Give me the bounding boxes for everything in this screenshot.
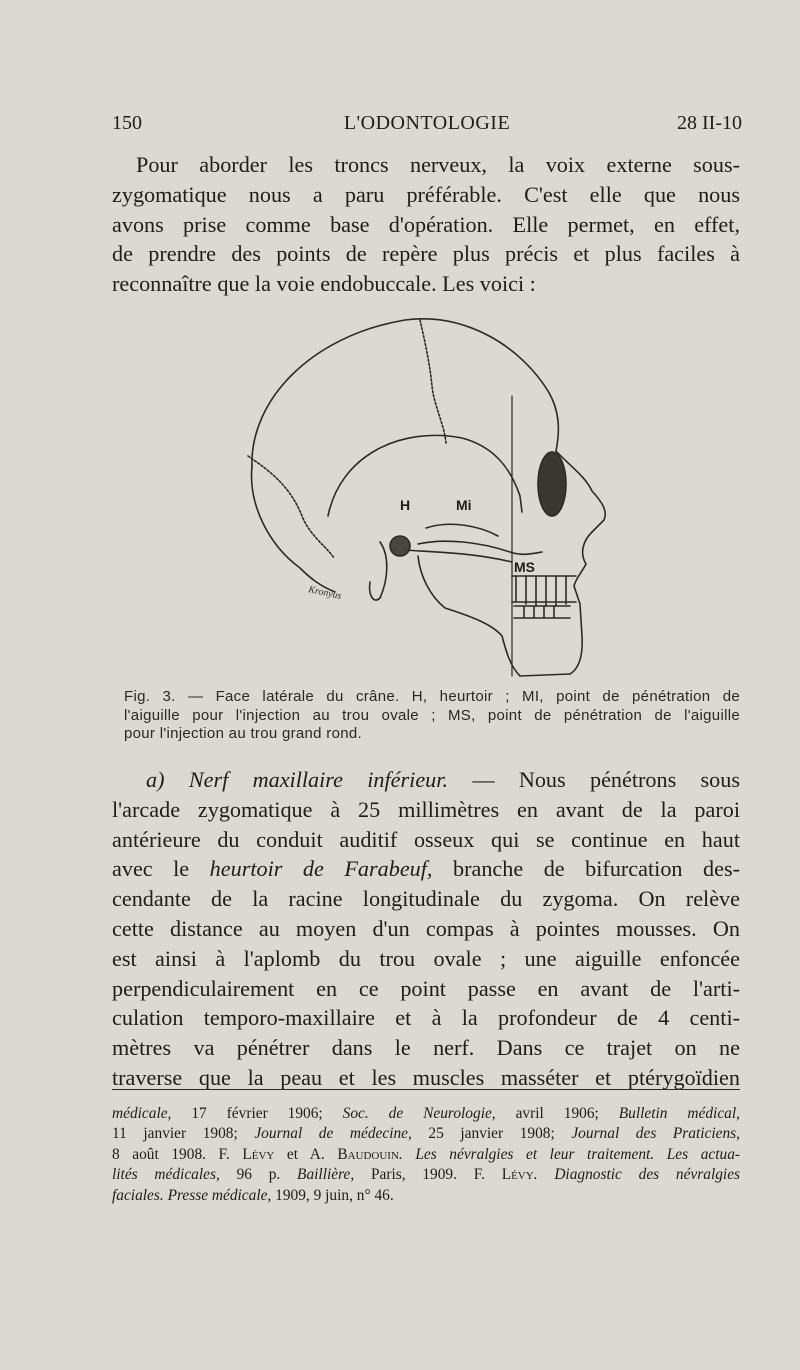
figure-caption <box>124 688 740 744</box>
footnote-divider <box>112 1089 740 1090</box>
text-span: . Les névralgies et leur traitement. Les actua- <box>398 1145 741 1163</box>
text-line: mètres va pénétrer dans le nerf. Dans ce trajet on ne <box>112 1035 740 1061</box>
text-line: est ainsi à l'aplomb du trou ovale ; une aiguille enfoncée <box>112 945 740 971</box>
footnotes <box>112 1104 740 1206</box>
skull-illustration <box>230 306 630 686</box>
text-span: 11 janvier 1908; <box>112 1125 255 1143</box>
running-header <box>112 112 742 142</box>
mandible-outline <box>418 556 570 676</box>
footnote-line <box>112 1104 740 1124</box>
label-mi: Mi <box>456 497 472 513</box>
text-span: Soc. de Neurologie, <box>342 1105 496 1122</box>
intro-paragraph <box>112 150 740 299</box>
text-span: Bulletin médical, <box>618 1105 740 1122</box>
text-span: faciales. Presse médicale, <box>112 1186 272 1204</box>
text-span: . Diagnostic des névralgies <box>533 1166 741 1184</box>
mastoid-process <box>370 542 387 600</box>
text-span: lités médicales, <box>112 1166 220 1184</box>
coronal-suture <box>420 320 446 444</box>
issue-date: 28 II-10 <box>677 112 742 134</box>
section-heading: Nerf maxillaire inférieur. <box>188 767 448 792</box>
text-line: de prendre des points de repère plus précis et plus faciles à <box>112 241 740 267</box>
text-span: et A. <box>274 1145 338 1163</box>
lambdoid-suture <box>248 456 334 558</box>
text-span: médicale, <box>112 1105 172 1122</box>
text-line: cette distance au moyen d'un compas à pointes mousses. On <box>112 915 740 941</box>
text-line <box>112 765 740 795</box>
text-line: Pour aborder les troncs nerveux, la voix externe sous- <box>136 152 740 177</box>
author-name: Lévy <box>242 1145 275 1163</box>
text-line: reconnaître que la voie endobuccale. Les voici : <box>112 271 536 297</box>
author-name: Lévy <box>501 1166 534 1184</box>
caption-line: l'aiguille pour l'injection au trou ovale ; MS, point de pénétration de l'aiguille <box>124 706 740 724</box>
footnote-line <box>112 1165 740 1185</box>
footnote-line <box>112 1124 740 1144</box>
label-ms: MS <box>514 559 535 575</box>
orbit <box>538 452 566 516</box>
text-span: — Nous pénétrons sous <box>448 767 741 792</box>
text-span: 96 p. <box>219 1166 298 1184</box>
caption-line: Fig. 3. — Face latérale du crâne. H, heurtoir ; MI, point de pénétration de <box>124 688 740 705</box>
text-span: Journal de médecine, <box>254 1125 412 1143</box>
main-paragraph <box>112 765 740 1093</box>
text-span: branche de bifurcation des- <box>432 856 740 882</box>
text-span: 25 janvier 1908; <box>411 1125 572 1143</box>
text-line: l'arcade zygomatique à 25 millimètres en avant de la paroi <box>112 796 740 822</box>
upper-teeth <box>512 576 576 606</box>
text-span: avec le <box>112 856 210 882</box>
lower-teeth <box>514 606 570 618</box>
caption-line: pour l'injection au trou grand rond. <box>124 725 362 743</box>
text-line: avons prise comme base d'opération. Elle permet, en effet, <box>112 211 740 237</box>
text-line: perpendiculairement en ce point passe en avant de l'arti- <box>112 975 740 1001</box>
section-marker: a) <box>146 767 189 792</box>
text-span: Paris, 1909. F. <box>354 1166 502 1184</box>
footnote-line <box>112 1186 740 1206</box>
text-line <box>112 854 740 884</box>
author-name: Baudouin <box>337 1145 399 1163</box>
text-span: Journal des Praticiens, <box>571 1125 740 1143</box>
footnote-line <box>112 1145 740 1165</box>
label-h: H <box>400 497 411 513</box>
running-title: L'ODONTOLOGIE <box>343 112 511 134</box>
text-line: culation temporo-maxillaire et à la profondeur de 4 centi- <box>112 1005 740 1031</box>
face-profile <box>570 532 592 674</box>
text-line: cendante de la racine longitudinale du zygoma. On relève <box>112 886 740 912</box>
text-span: 1909, 9 juin, n° 46. <box>271 1186 394 1204</box>
text-span: Baillière, <box>297 1166 355 1184</box>
text-span: avril 1906; <box>495 1105 619 1122</box>
text-span: 17 février 1906; <box>171 1105 343 1122</box>
text-line: antérieure du conduit auditif osseux qui se continue en haut <box>112 826 740 852</box>
occipital-outline <box>252 466 335 592</box>
text-line: traverse que la peau et les muscles masséter et ptérygoïdien <box>112 1064 740 1090</box>
engraver-signature: Kronyus <box>307 584 343 602</box>
emphasis-term: heurtoir de Farabeuf, <box>209 856 433 882</box>
text-span: 8 août 1908. F. <box>112 1145 243 1163</box>
page-number: 150 <box>112 112 142 134</box>
text-line: zygomatique nous a paru préférable. C'est elle que nous <box>112 181 740 207</box>
ear-canal <box>390 536 410 556</box>
